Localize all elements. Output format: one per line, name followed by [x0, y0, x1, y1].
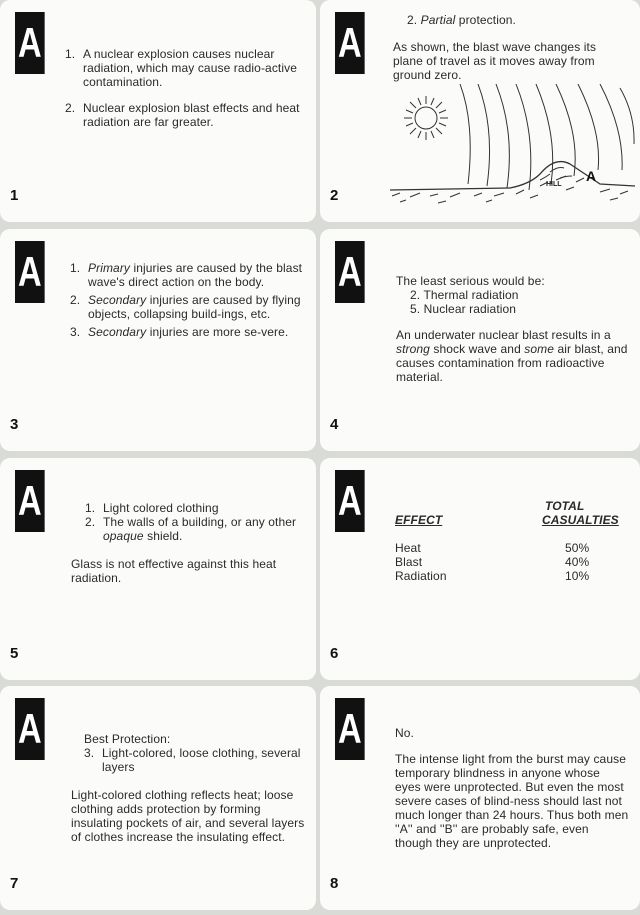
card-4-paragraph: An underwater nuclear blast results in a strong shock wave and some air blast, and causes contamination from radioactive material. [396, 328, 628, 384]
casualties-rows [395, 541, 589, 583]
answer-badge: A [335, 698, 365, 760]
answer-badge: A [335, 470, 365, 532]
list-item: 3. Secondary injuries are more se-vere. [70, 325, 289, 339]
card-number: 6 [330, 645, 339, 662]
sun-burst-icon [404, 96, 448, 140]
list-item: 2. Nuclear explosion blast effects and heat radiation are far greater. [65, 101, 303, 129]
card-2-body: As shown, the blast wave changes its plane of travel as it moves away from ground zero. [393, 40, 597, 82]
card-number: 2 [330, 187, 339, 204]
card-1-content [65, 47, 303, 141]
card-1 [0, 0, 316, 222]
list-item: 1. Primary injuries are caused by the blast wave's direct action on the body. [70, 261, 303, 289]
item-text: A nuclear explosion causes nuclear radiation, which may cause radio-active contamination. [83, 47, 297, 89]
item-text: Nuclear explosion blast effects and heat radiation are far greater. [83, 101, 300, 129]
list-item: 5. Nuclear radiation [410, 302, 517, 316]
card-8-answer: No. [395, 726, 414, 740]
card-3-content [70, 261, 305, 341]
card-5-list [85, 501, 307, 543]
total-header: TOTAL [545, 499, 585, 513]
least-serious-list [396, 288, 630, 316]
casualties-header: CASUALTIES [542, 513, 619, 527]
card-2-heading: 2. Partial protection. [407, 13, 516, 27]
list-item: 1. A nuclear explosion causes nuclear radiation, which may cause radio-active contamination. [65, 47, 303, 89]
list-item: 2. The walls of a building, or any other opaque shield. [85, 515, 297, 543]
list-item: 1. Light colored clothing [85, 501, 219, 515]
person-a-label: A [586, 168, 597, 184]
card-4 [320, 229, 640, 451]
card-6 [320, 458, 640, 680]
card-3 [0, 229, 316, 451]
card-4-intro: The least serious would be: [396, 274, 545, 288]
list-item: 3. Light-colored, loose clothing, several layers [84, 746, 301, 774]
answer-badge: A [15, 698, 45, 760]
answer-badge: A [15, 241, 45, 303]
answer-badge: A [335, 241, 365, 303]
table-row: Blast 40% [395, 555, 590, 569]
list-item: 2. Thermal radiation [410, 288, 519, 302]
card-7-heading: Best Protection: 3. Light-colored, loose clothing, several layers [84, 732, 306, 774]
list-item: 2. Secondary injuries are caused by flying objects, collapsing build-ings, etc. [70, 293, 301, 321]
card-8 [320, 686, 640, 910]
answer-badge: A [335, 12, 365, 74]
card-number: 5 [10, 645, 19, 662]
casualties-table [395, 499, 631, 583]
card-5 [0, 458, 316, 680]
card-2 [320, 0, 640, 222]
effect-header: EFFECT [395, 513, 443, 527]
blast-wave-illustration [390, 84, 635, 216]
card-7 [0, 686, 316, 910]
card-5-paragraph: Glass is not effective against this heat radiation. [71, 557, 277, 585]
card-number: 7 [10, 875, 19, 892]
card-7-paragraph: Light-colored clothing reflects heat; loose clothing adds protection by forming insulating pockets of air, and several layers of clothes increase the insulating effect. [71, 788, 305, 844]
card-4-content [396, 274, 630, 384]
card-number: 1 [10, 187, 19, 204]
hill-label: HILL [546, 181, 562, 188]
answer-badge: A [15, 470, 45, 532]
card-number: 8 [330, 875, 339, 892]
answer-badge: A [15, 12, 45, 74]
card-8-paragraph: The intense light from the burst may cause temporary blindness in anyone whose eyes were unprotected. But even the most severe cases of blind-ness should last not much longer than 24 hours. Thus both men ''A'' and ''B'' are probably safe, even though they are unprotected. [395, 752, 629, 850]
card-number: 4 [330, 416, 339, 433]
table-row: Heat 50% [395, 541, 590, 555]
card-number: 3 [10, 416, 19, 433]
table-row: Radiation 10% [395, 569, 590, 583]
